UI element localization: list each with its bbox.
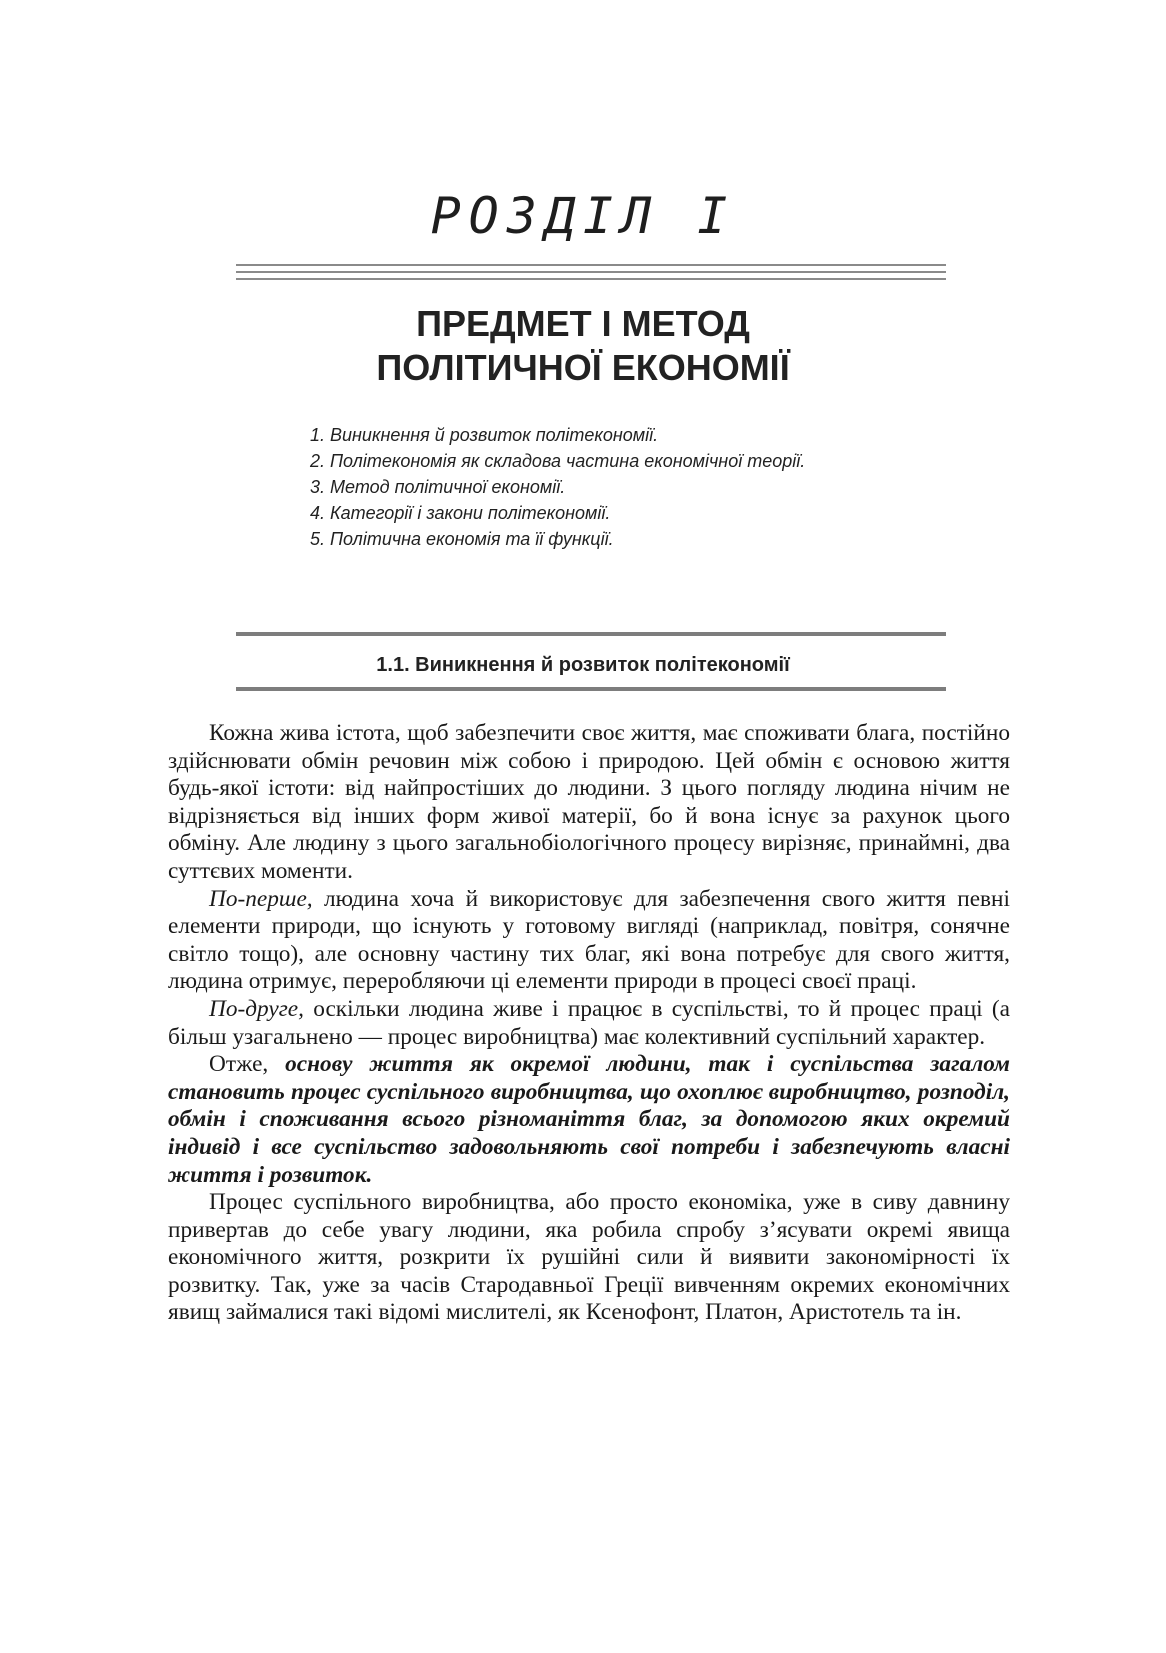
paragraph: Процес суспільного виробництва, або просто економіка, уже в сиву давнину привертав до себе увагу людини, яка робила спробу з’ясувати окремі явища економічного життя, розкрити їх рушійні сили й виявити закономірності їх розвитку. Так, уже за часів Стародавньої Греції вивченням окремих економічних явищ займалися такі відомі мислителі, як Ксенофонт, Платон, Аристотель та ін. bbox=[168, 1189, 1010, 1326]
chapter-title-line-1: ПРЕДМЕТ І МЕТОД bbox=[416, 303, 750, 344]
chapter-title bbox=[0, 302, 1166, 390]
paragraph-text: людина хоча й використовує для забезпечення свого життя певні елементи природи, що існують у готовому вигляді (наприклад, повітря, сонячне світло тощо), але основну частину тих благ, які вона потребує для свого життя, людина отримує, переробляючи ці елементи природи в процесі своєї праці. bbox=[168, 885, 1010, 995]
emphasized-definition: основу життя як окремої людини, так і суспільства загалом становить процес суспільного виробництва, що охоплює виробництво, розподіл, обмін і споживання всього різноманіття благ, за допомогою яких окремий індивід і все суспільство задовольняють свої потреби і забезпечують власні життя і розвиток. bbox=[168, 1051, 1010, 1188]
paragraph-lead: Отже, bbox=[209, 1051, 286, 1078]
paragraph bbox=[168, 996, 1010, 1051]
contents-item: 2. Політекономія як складова частина економічної теорії. bbox=[310, 451, 806, 471]
contents-item: 3. Метод політичної економії. bbox=[310, 477, 566, 497]
paragraph-lead: По-друге, bbox=[209, 995, 304, 1022]
rule-line bbox=[236, 271, 946, 273]
paragraph bbox=[168, 886, 1010, 996]
rule-line bbox=[236, 264, 946, 266]
chapter-contents-list bbox=[310, 422, 878, 552]
contents-item: 1. Виникнення й розвиток політекономії. bbox=[310, 425, 659, 445]
body-text bbox=[168, 720, 1010, 1327]
section-rule-bottom bbox=[236, 687, 946, 691]
chapter-triple-rule bbox=[236, 264, 946, 285]
paragraph bbox=[168, 1051, 1010, 1189]
section-rule-top bbox=[236, 632, 946, 636]
section-title: 1.1. Виникнення й розвиток політекономії bbox=[376, 654, 790, 676]
contents-item: 4. Категорії і закони політекономії. bbox=[310, 503, 611, 523]
paragraph-text: оскільки людина живе і працює в суспільстві, то й процес праці (а більш узагальнено — процес виробництва) має колективний суспільний характер. bbox=[168, 995, 1010, 1050]
rule-line bbox=[236, 278, 946, 280]
contents-item: 5. Політична економія та її функції. bbox=[310, 529, 614, 549]
paragraph: Кожна жива істота, щоб забезпечити своє життя, має споживати блага, постійно здійснювати обмін речовин між собою і природою. Цей обмін є основою життя будь-якої істоти: від найпростіших до людини. З цього погляду людина нічим не відрізняється від інших форм живої матерії, бо й вона існує за рахунок цього обміну. Але людину з цього загальнобіологічного процесу вирізняє, принаймні, два суттєвих моменти. bbox=[168, 720, 1010, 884]
paragraph-lead: По-перше, bbox=[209, 885, 313, 912]
chapter-heading: РОЗДІЛ I bbox=[430, 187, 736, 245]
chapter-title-line-2: ПОЛІТИЧНОЇ ЕКОНОМІЇ bbox=[376, 347, 790, 388]
